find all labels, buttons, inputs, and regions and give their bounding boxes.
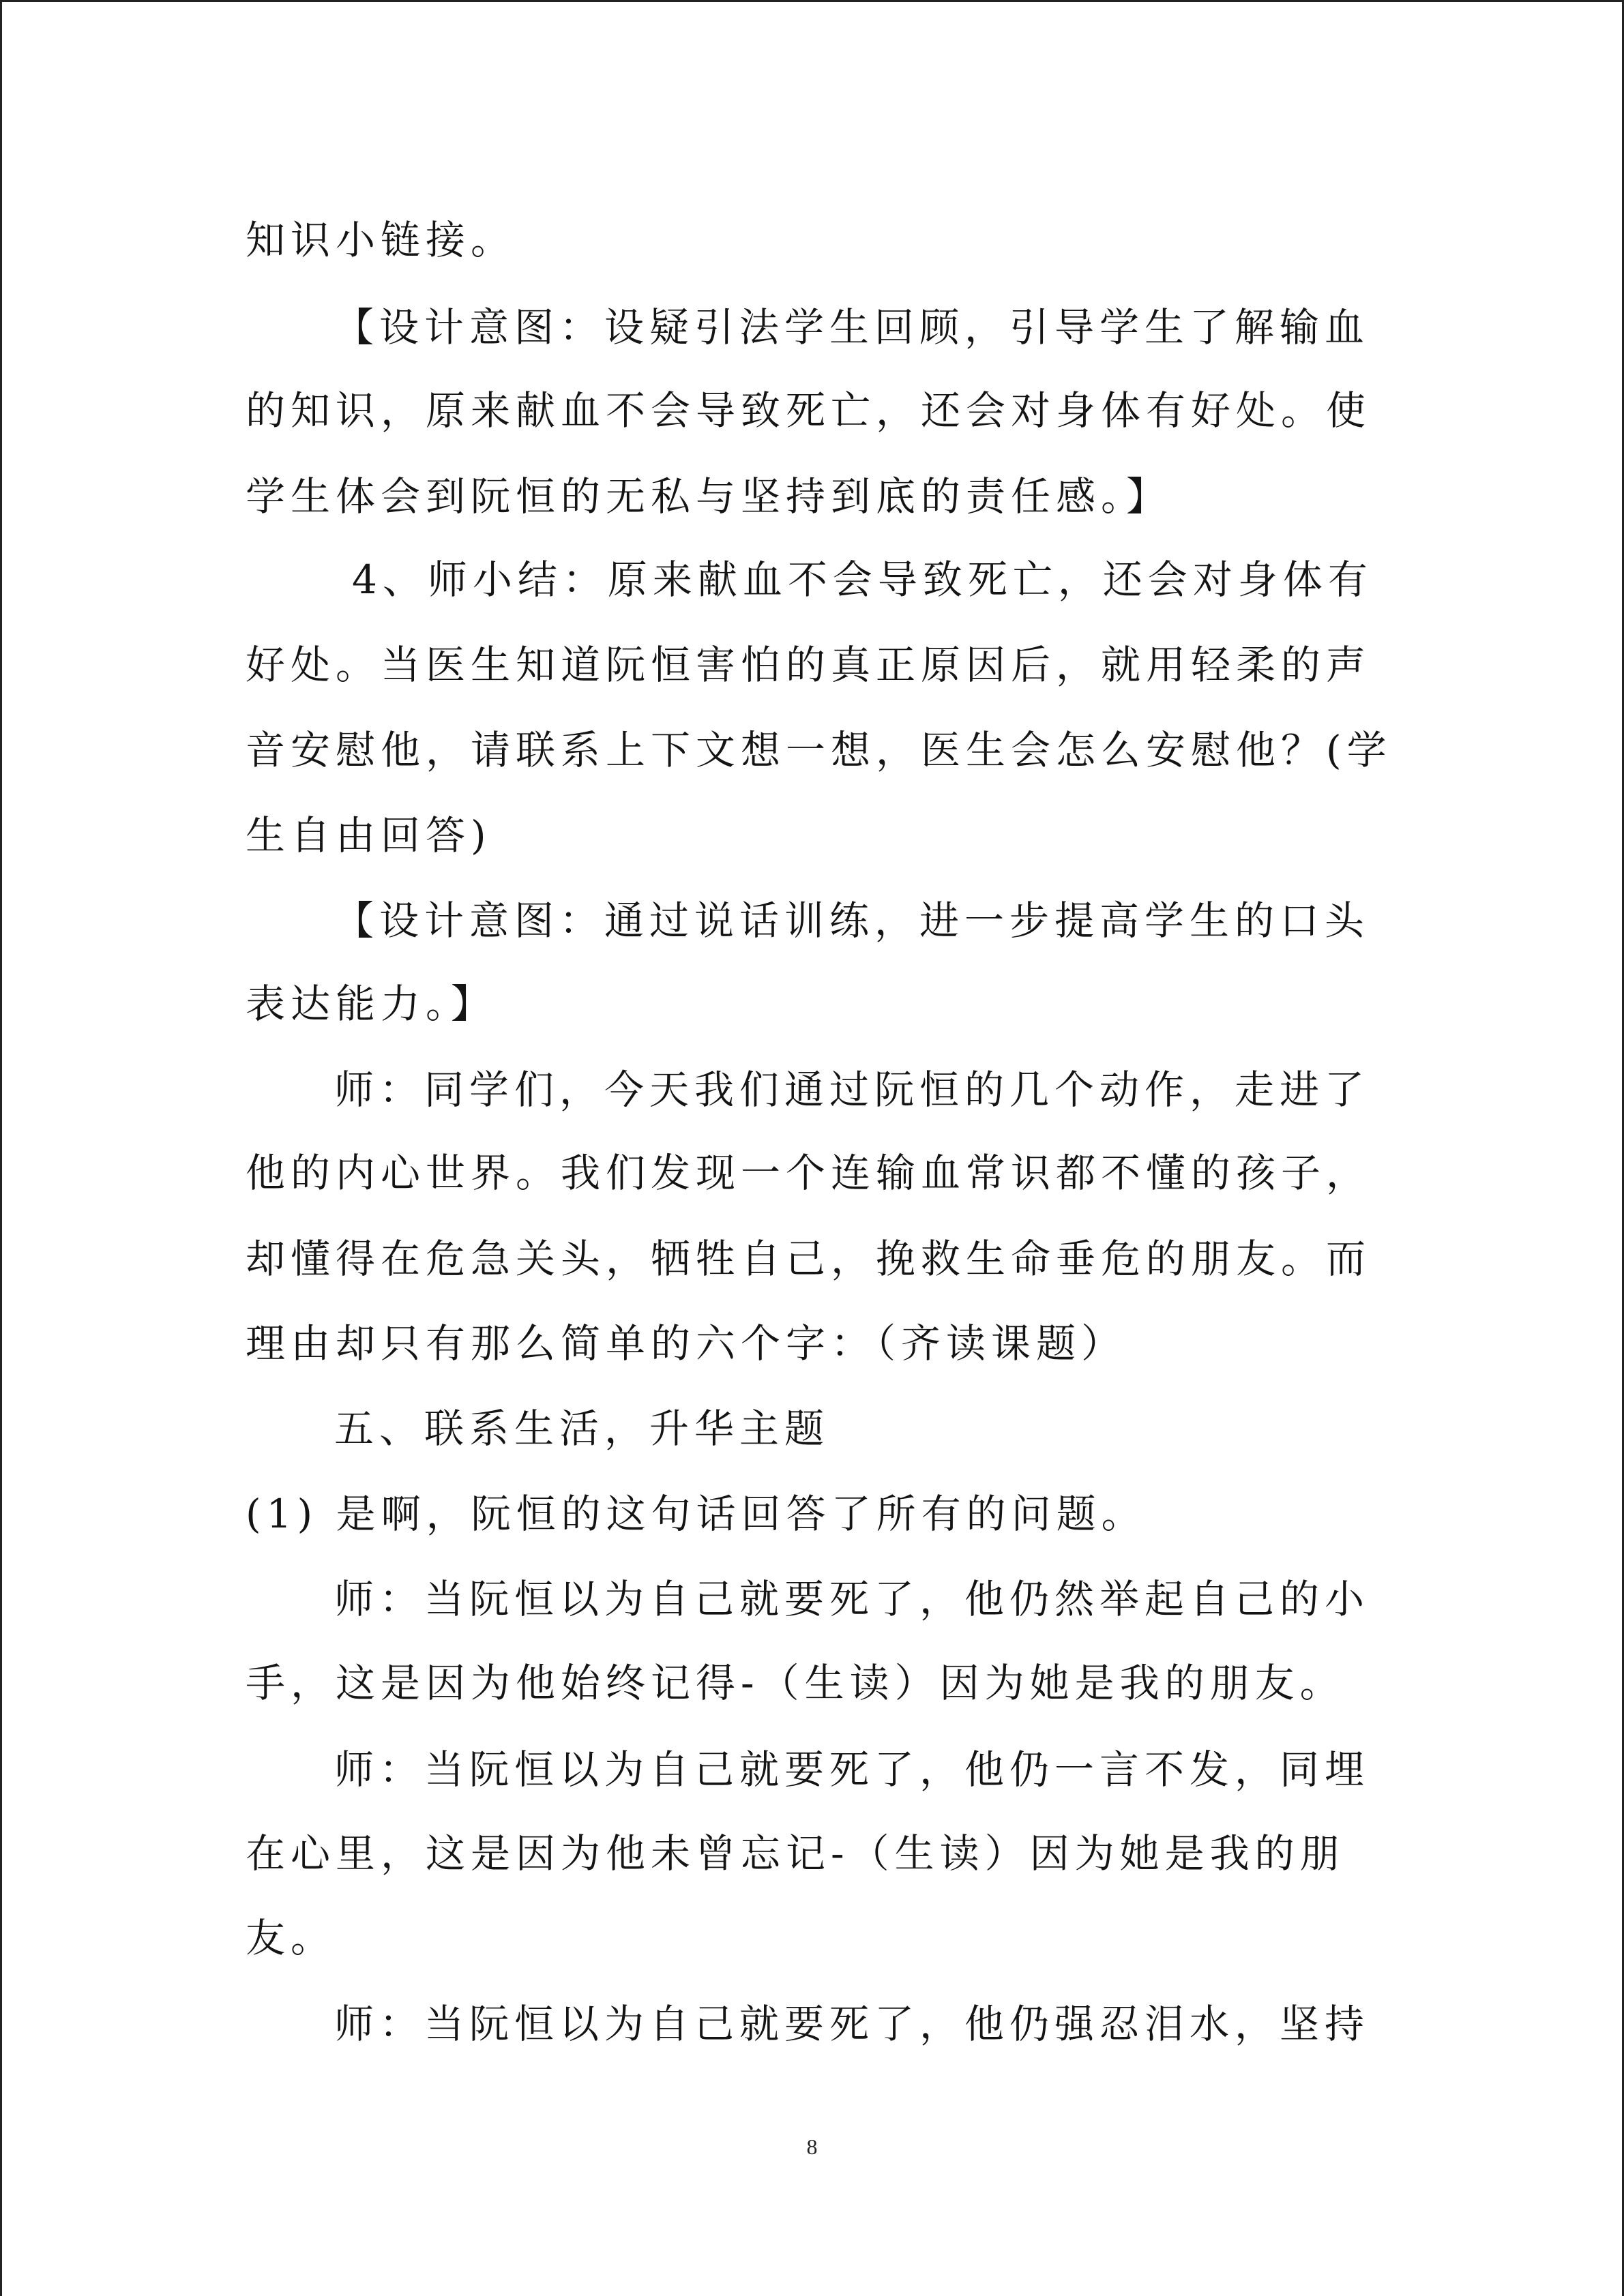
text-line: 学生体会到阮恒的无私与坚持到底的责任感。】 (246, 473, 1172, 520)
text-line: 的知识，原来献血不会导致死亡，还会对身体有好处。使 (246, 387, 1372, 434)
text-line: 【设计意图：设疑引法学生回顾，引导学生了解输血 (334, 304, 1370, 351)
text-line: 生自由回答) (246, 812, 492, 859)
text-line: (1) 是啊，阮恒的这句话回答了所有的问题。 (246, 1491, 1147, 1537)
text-line: 师：同学们，今天我们通过阮恒的几个动作，走进了 (334, 1067, 1370, 1113)
text-line: 4、师小结：原来献血不会导致死亡，还会对身体有 (352, 556, 1373, 603)
text-line: 【设计意图：通过说话训练，进一步提高学生的口头 (334, 897, 1370, 944)
text-line: 音安慰他，请联系上下文想一想，医生会怎么安慰他？(学 (246, 727, 1392, 773)
text-line: 好处。当医生知道阮恒害怕的真正原因后，就用轻柔的声 (246, 642, 1372, 688)
text-line: 师：当阮恒以为自己就要死了，他仍一言不发，同埋 (334, 1746, 1370, 1793)
text-line: 友。 (246, 1915, 336, 1961)
text-line: 他的内心世界。我们发现一个连输血常识都不懂的孩子， (246, 1150, 1372, 1196)
text-line: 知识小链接。 (246, 217, 516, 263)
text-line: 表达能力。】 (246, 981, 497, 1027)
page-number: 8 (806, 2134, 818, 2159)
text-line: 师：当阮恒以为自己就要死了，他仍强忍泪水，坚持 (334, 2001, 1370, 2047)
text-line: 却懂得在危急关头，牺牲自己，挽救生命垂危的朋友。而 (246, 1236, 1372, 1282)
text-line: 理由却只有那么简单的六个字：（齐读课题） (246, 1320, 1127, 1367)
text-line: 手，这是因为他始终记得-（生读）因为她是我的朋友。 (246, 1660, 1345, 1706)
text-line: 师：当阮恒以为自己就要死了，他仍然举起自己的小 (334, 1576, 1370, 1622)
text-line: 在心里，这是因为他未曾忘记-（生读）因为她是我的朋 (246, 1830, 1345, 1877)
section-heading: 五、联系生活，升华主题 (334, 1405, 830, 1452)
